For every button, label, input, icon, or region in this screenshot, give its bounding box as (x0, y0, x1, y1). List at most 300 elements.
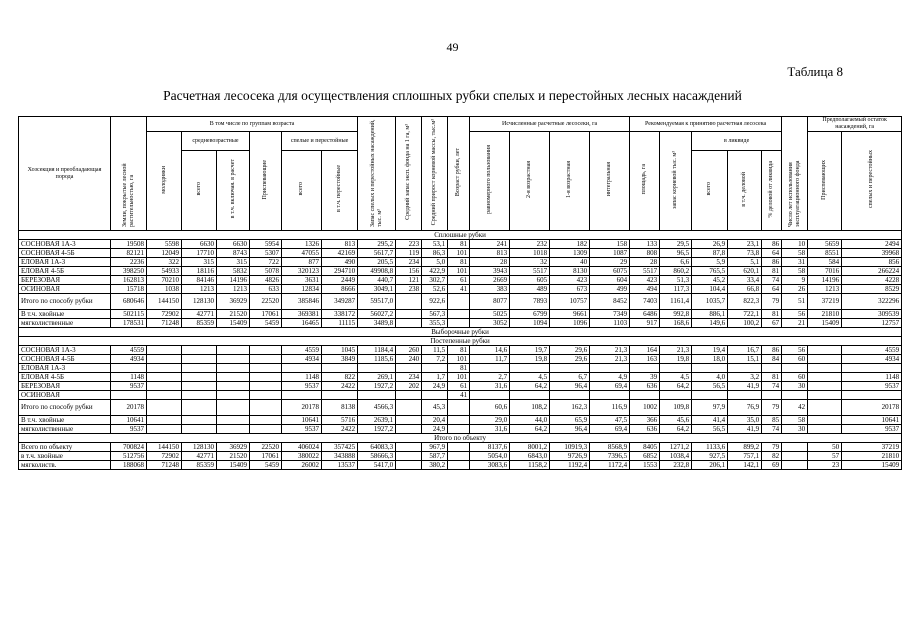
table-cell: 14196 (808, 276, 842, 285)
table-cell: 76,9 (728, 400, 762, 416)
table-cell (182, 425, 217, 434)
table-cell: 822,3 (728, 294, 762, 310)
table-cell: 11,5 (422, 346, 448, 355)
table-cell: 42771 (182, 310, 217, 319)
table-cell: 502115 (111, 310, 147, 319)
row-name: Итого по способу рубки (19, 400, 111, 416)
table-cell: 35,0 (728, 416, 762, 425)
table-cell: 10641 (842, 416, 902, 425)
table-cell: 144150 (147, 294, 182, 310)
table-cell: 406024 (282, 443, 322, 452)
table-cell: 96,5 (660, 249, 692, 258)
table-cell: 81 (762, 373, 782, 382)
row-name: В т.ч. хвойные (19, 416, 111, 425)
table-cell (217, 416, 250, 425)
table-cell: 71248 (147, 319, 182, 328)
table-cell: 42 (782, 400, 808, 416)
table-cell: 423 (550, 276, 590, 285)
table-cell: 385846 (282, 294, 322, 310)
table-cell: 587,7 (422, 452, 448, 461)
table-cell: 9537 (282, 382, 322, 391)
table-cell: 69 (762, 461, 782, 470)
table-cell: 6486 (630, 310, 660, 319)
table-row (19, 294, 902, 310)
table-cell: 79 (762, 294, 782, 310)
row-name: ЕЛОВАЯ 1А-3 (19, 364, 111, 373)
table-cell: 3,2 (728, 373, 762, 382)
table-cell: 86,3 (422, 249, 448, 258)
table-cell: 15409 (217, 319, 250, 328)
table-row (19, 461, 902, 470)
table-cell: 42169 (322, 249, 358, 258)
incl-overmature-header: в т.ч. перестойные (336, 165, 343, 213)
table-cell: 398250 (111, 267, 147, 276)
table-row (19, 258, 902, 267)
table-cell: 15,1 (728, 355, 762, 364)
table-cell (182, 416, 217, 425)
hozsection-header: Хозсекция и преобладающая порода (19, 117, 111, 231)
table-cell (282, 391, 322, 400)
table-cell: 12049 (147, 249, 182, 258)
table-cell: 5078 (250, 267, 282, 276)
table-cell (250, 364, 282, 373)
table-cell: 886,1 (692, 310, 728, 319)
table-cell (217, 364, 250, 373)
table-cell: 1035,7 (692, 294, 728, 310)
table-cell: 355,3 (422, 319, 448, 328)
table-cell: 37219 (842, 443, 902, 452)
table-cell: 64,2 (660, 425, 692, 434)
table-cell (692, 364, 728, 373)
table-cell: 4,5 (510, 373, 550, 382)
table-cell: 1133,6 (692, 443, 728, 452)
table-cell: 188068 (111, 461, 147, 470)
table-cell: 84 (762, 355, 782, 364)
table-cell: 64,2 (510, 425, 550, 434)
table-cell: 21520 (217, 310, 250, 319)
table-cell: 47055 (282, 249, 322, 258)
table-cell: 8743 (217, 249, 250, 258)
table-cell: 6,7 (550, 373, 590, 382)
table-cell: 60 (782, 373, 808, 382)
table-cell: 8001,2 (510, 443, 550, 452)
table-cell: 1192,4 (550, 461, 590, 470)
table-cell: 1927,2 (358, 382, 396, 391)
uniform-header: равномерного пользования (486, 145, 493, 214)
table-cell (470, 364, 510, 373)
table-cell (182, 391, 217, 400)
table-cell: 1553 (630, 461, 660, 470)
table-cell: 81 (448, 240, 470, 249)
table-cell: 79 (762, 443, 782, 452)
table-cell: 31,6 (470, 425, 510, 434)
table-cell: 1326 (282, 240, 322, 249)
young-header: молодняки (160, 165, 167, 194)
table-cell (217, 382, 250, 391)
table-cell (250, 425, 282, 434)
table-cell: 15718 (111, 285, 147, 294)
table-cell: 50 (808, 443, 842, 452)
table-cell: 32 (510, 258, 550, 267)
table-cell (808, 382, 842, 391)
table-cell: 567,3 (422, 310, 448, 319)
table-cell (422, 391, 448, 400)
table-cell: 315 (217, 258, 250, 267)
table-cell: 967,9 (422, 443, 448, 452)
table-cell: 64 (762, 285, 782, 294)
table-cell: 7403 (630, 294, 660, 310)
table-cell (396, 443, 422, 452)
row-name: ОСИНОВАЯ (19, 391, 111, 400)
table-cell: 26,9 (692, 240, 728, 249)
table-cell: 1038 (147, 285, 182, 294)
table-cell (808, 416, 842, 425)
table-cell: 133 (630, 240, 660, 249)
table-cell: 9537 (282, 425, 322, 434)
table-cell: 64 (762, 249, 782, 258)
table-cell: 86 (762, 240, 782, 249)
table-cell (250, 346, 282, 355)
table-cell: 877 (282, 258, 322, 267)
pct-business-header: % деловой от ликвида (768, 160, 775, 218)
table-cell: 1213 (808, 285, 842, 294)
table-cell: 2422 (322, 382, 358, 391)
table-cell: 1213 (182, 285, 217, 294)
table-cell: 9726,9 (550, 452, 590, 461)
table-cell: 47,5 (590, 416, 630, 425)
table-cell: 86 (762, 346, 782, 355)
table-row (19, 382, 902, 391)
row-name: мягколиственные (19, 319, 111, 328)
table-cell: 9 (782, 276, 808, 285)
table-cell: 61 (448, 276, 470, 285)
table-cell: 234 (396, 373, 422, 382)
table-cell: 8405 (630, 443, 660, 452)
table-cell: 29,6 (550, 346, 590, 355)
table-cell: 9661 (550, 310, 590, 319)
table-cell: 29 (590, 258, 630, 267)
table-cell: 343888 (322, 452, 358, 461)
table-cell: 369381 (282, 310, 322, 319)
table-cell: 757,1 (728, 452, 762, 461)
table-cell: 10919,3 (550, 443, 590, 452)
table-cell: 73,8 (728, 249, 762, 258)
table-cell: 19,7 (510, 346, 550, 355)
table-cell: 149,6 (692, 319, 728, 328)
table-cell: 322296 (842, 294, 902, 310)
table-cell: 28 (630, 258, 660, 267)
table-cell: 162813 (111, 276, 147, 285)
table-cell (396, 319, 422, 328)
table-cell: 14,6 (470, 346, 510, 355)
table-cell: 56,5 (692, 382, 728, 391)
area-header: Земли, покрытые лесной растительностью, га (121, 163, 135, 227)
table-cell: 12757 (842, 319, 902, 328)
table-cell: 5517 (630, 267, 660, 276)
table-cell (182, 346, 217, 355)
table-cell: 19,4 (692, 346, 728, 355)
row-name: ОСИНОВАЯ (19, 285, 111, 294)
table-cell: 1018 (510, 249, 550, 258)
table-cell (147, 364, 182, 373)
felling-age-header: Возраст рубки, лет (455, 147, 462, 197)
table-cell: 5598 (147, 240, 182, 249)
table-cell: 51,3 (660, 276, 692, 285)
table-row (19, 452, 902, 461)
table-cell: 82 (762, 452, 782, 461)
table-cell: 8551 (808, 249, 842, 258)
table-cell: 21,3 (590, 346, 630, 355)
table-cell: 41 (448, 391, 470, 400)
table-cell (808, 355, 842, 364)
table-cell: 206,1 (692, 461, 728, 470)
table-cell (808, 373, 842, 382)
table-cell (728, 391, 762, 400)
avg-stock-header: Средний запас эксп. фонда на 1 га, м³ (405, 124, 412, 220)
table-cell: 13537 (322, 461, 358, 470)
table-cell: 79 (762, 400, 782, 416)
table-cell: 633 (250, 285, 282, 294)
row-name: мягколиственные (19, 425, 111, 434)
row-name: В т.ч. хвойные (19, 310, 111, 319)
table-cell: 16,7 (728, 346, 762, 355)
table-cell: 5832 (217, 267, 250, 276)
table-cell: 42771 (182, 452, 217, 461)
table-cell: 162,3 (550, 400, 590, 416)
table-cell: 7396,5 (590, 452, 630, 461)
age1-header: 1-я возрастная (566, 160, 573, 198)
table-cell: 17710 (182, 249, 217, 258)
table-cell: 315 (182, 258, 217, 267)
table-cell: 4559 (842, 346, 902, 355)
table-cell: 101 (448, 355, 470, 364)
table-cell (217, 425, 250, 434)
table-cell (448, 425, 470, 434)
table-cell: 56,5 (692, 425, 728, 434)
avg-increment-header: Средний прирост корневой массы, тыс.м³ (431, 118, 438, 226)
table-cell: 65,9 (550, 416, 590, 425)
table-cell (448, 310, 470, 319)
table-cell (510, 364, 550, 373)
table-cell: 822 (322, 373, 358, 382)
table-cell: 8130 (550, 267, 590, 276)
table-cell (842, 364, 902, 373)
table-cell: 5,1 (728, 258, 762, 267)
felling-table (18, 116, 902, 470)
table-row (19, 346, 902, 355)
table-cell: 128130 (182, 443, 217, 452)
table-cell (448, 443, 470, 452)
table-cell: 440,7 (358, 276, 396, 285)
table-row (19, 249, 902, 258)
table-cell: 58 (782, 267, 808, 276)
table-cell: 87,8 (692, 249, 728, 258)
table-cell: 1185,6 (358, 355, 396, 364)
table-cell: 992,8 (660, 310, 692, 319)
table-cell (422, 364, 448, 373)
table-cell: 61 (448, 382, 470, 391)
table-cell: 30 (782, 425, 808, 434)
table-cell: 72902 (147, 452, 182, 461)
table-cell: 6630 (182, 240, 217, 249)
table-cell: 85359 (182, 319, 217, 328)
table-cell (396, 364, 422, 373)
table-cell: 4559 (111, 346, 147, 355)
table-cell (808, 425, 842, 434)
table-cell: 14196 (217, 276, 250, 285)
liq-total-header: всего (706, 182, 713, 196)
table-cell (630, 391, 660, 400)
table-row (19, 285, 902, 294)
table-cell: 24,9 (422, 382, 448, 391)
mature-total-header: всего (298, 182, 304, 196)
table-cell: 16465 (282, 319, 322, 328)
table-cell: 4934 (282, 355, 322, 364)
table-cell: 2639,1 (358, 416, 396, 425)
table-cell: 58666,3 (358, 452, 396, 461)
table-cell (147, 355, 182, 364)
table-cell (111, 391, 147, 400)
integral-header: интегральная (606, 162, 613, 197)
table-cell: 164 (630, 346, 660, 355)
table-row (19, 416, 902, 425)
table-cell: 31 (782, 258, 808, 267)
table-cell (660, 364, 692, 373)
table-row (19, 240, 902, 249)
table-cell: 490 (322, 258, 358, 267)
table-cell: 1148 (842, 373, 902, 382)
row-name: мягколиств. (19, 461, 111, 470)
table-cell: 41,9 (728, 425, 762, 434)
table-cell (147, 391, 182, 400)
table-cell: 82121 (111, 249, 147, 258)
table-cell: 8568,9 (590, 443, 630, 452)
table-cell: 19508 (111, 240, 147, 249)
table-cell (396, 391, 422, 400)
row-name: БЕРЕЗОВАЯ (19, 276, 111, 285)
calculated-header: Исчисленные расчетные лесосеки, га (470, 117, 630, 132)
table-cell: 813 (322, 240, 358, 249)
table-cell: 338172 (322, 310, 358, 319)
table-cell: 21520 (217, 452, 250, 461)
table-cell: 357425 (322, 443, 358, 452)
table-cell (808, 346, 842, 355)
table-cell: 605 (510, 276, 550, 285)
table-cell: 5417,0 (358, 461, 396, 470)
table-cell: 11115 (322, 319, 358, 328)
table-cell: 238 (396, 285, 422, 294)
table-cell: 33,4 (728, 276, 762, 285)
table-cell: 3489,8 (358, 319, 396, 328)
table-cell: 28 (470, 258, 510, 267)
table-cell: 5307 (250, 249, 282, 258)
table-cell: 223 (396, 240, 422, 249)
table-cell: 96,4 (550, 425, 590, 434)
table-cell (111, 364, 147, 373)
table-cell: 4934 (111, 355, 147, 364)
table-cell: 23 (808, 461, 842, 470)
table-cell: 70210 (147, 276, 182, 285)
expected-header: Предполагаемый остаток насаждений, га (808, 117, 902, 132)
table-cell: 856 (842, 258, 902, 267)
table-cell: 17061 (250, 452, 282, 461)
root-stock-header: запас корневой тыс. м³ (672, 150, 679, 209)
table-row (19, 373, 902, 382)
table-cell: 59517,0 (358, 294, 396, 310)
table-cell: 20178 (111, 400, 147, 416)
table-cell: 1158,2 (510, 461, 550, 470)
table-cell (448, 416, 470, 425)
table-cell: 20178 (282, 400, 322, 416)
table-row (19, 443, 902, 452)
table-cell (250, 355, 282, 364)
section-title: Сплошные рубки (19, 231, 902, 240)
table-cell: 4934 (842, 355, 902, 364)
table-cell: 5517 (510, 267, 550, 276)
table-cell (182, 382, 217, 391)
table-cell: 3052 (470, 319, 510, 328)
table-cell: 85359 (182, 461, 217, 470)
table-cell: 5716 (322, 416, 358, 425)
table-cell (396, 310, 422, 319)
table-cell: 1172,4 (590, 461, 630, 470)
table-cell: 5025 (470, 310, 510, 319)
age2-header: 2-я возрастная (526, 160, 533, 198)
table-cell: 2236 (111, 258, 147, 267)
table-cell: 322 (147, 258, 182, 267)
table-cell: 5459 (250, 461, 282, 470)
section-row (19, 231, 902, 240)
table-cell: 2,7 (470, 373, 510, 382)
table-cell: 57 (808, 452, 842, 461)
table-cell: 3083,6 (470, 461, 510, 470)
table-cell: 19,8 (660, 355, 692, 364)
table-cell (147, 425, 182, 434)
row-name: БЕРЕЗОВАЯ (19, 382, 111, 391)
table-cell (728, 364, 762, 373)
table-cell: 84146 (182, 276, 217, 285)
table-cell: 168,6 (660, 319, 692, 328)
table-cell: 7893 (510, 294, 550, 310)
table-cell: 81 (762, 310, 782, 319)
table-cell: 54933 (147, 267, 182, 276)
table-cell: 18116 (182, 267, 217, 276)
table-cell (660, 391, 692, 400)
table-row (19, 355, 902, 364)
table-cell: 3049,1 (358, 285, 396, 294)
table-cell: 489 (510, 285, 550, 294)
table-cell (147, 400, 182, 416)
table-cell: 320123 (282, 267, 322, 276)
table-cell: 240 (396, 355, 422, 364)
table-cell: 6799 (510, 310, 550, 319)
table-cell: 636 (630, 382, 660, 391)
table-cell: 100,2 (728, 319, 762, 328)
table-cell: 295,2 (358, 240, 396, 249)
table-cell: 899,2 (728, 443, 762, 452)
table-cell: 8452 (590, 294, 630, 310)
table-cell: 29,5 (660, 240, 692, 249)
table-cell: 29,0 (470, 416, 510, 425)
section-row (19, 328, 902, 337)
row-name: СОСНОВАЯ 4-5Б (19, 249, 111, 258)
table-cell: 163 (630, 355, 660, 364)
table-cell: 71248 (147, 461, 182, 470)
table-cell: 18,0 (692, 355, 728, 364)
row-name: ЕЛОВАЯ 4-5Б (19, 373, 111, 382)
table-cell: 41,4 (692, 416, 728, 425)
page-title: Расчетная лесосека для осуществления сплошных рубки спелых и перестойных лесных насаждений (163, 88, 742, 103)
